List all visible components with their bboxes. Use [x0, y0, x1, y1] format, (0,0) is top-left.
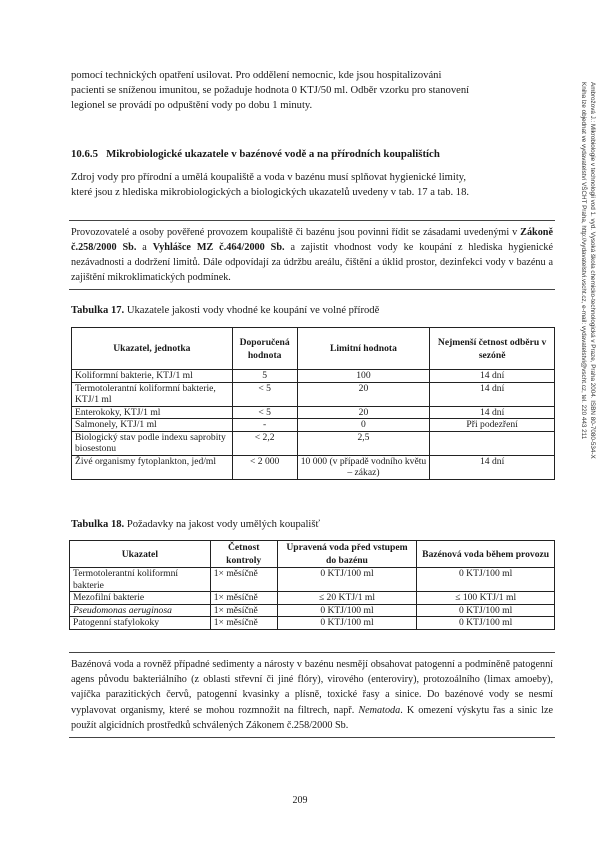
table-cell: Při podezření: [430, 419, 555, 432]
pool-text-b: . K omezení výskytu řas a sinic lze použít algicidních prostředků schválených Zákonem č.258/2000 Sb.: [71, 704, 553, 731]
table17-caption: [71, 305, 379, 316]
notice-text-b: a: [136, 242, 153, 253]
table18-header: Upravená voda před vstupem do bazénu: [277, 541, 417, 568]
table-row: [72, 406, 555, 419]
table-cell: 20: [297, 382, 430, 406]
table-cell: < 5: [232, 406, 297, 419]
intro-line-3: legionel se provádí po odpuštění vody po dobu 1 minuty.: [71, 100, 313, 111]
table-cell: 2,5: [297, 431, 430, 455]
sidebar-citation: [580, 82, 596, 642]
section-number: 10.6.5: [71, 148, 98, 160]
table17-title: Ukazatele jakosti vody vhodné ke koupání ve volné přírodě: [126, 305, 380, 316]
table-row: [72, 419, 555, 432]
table18-title: Požadavky na jakost vody umělých koupališť: [126, 519, 320, 530]
table-cell: Termotolerantní koliformní bakterie, KTJ/1 ml: [72, 382, 233, 406]
table-cell: < 2,2: [232, 431, 297, 455]
table-cell: 1× měsíčně: [210, 592, 277, 605]
table17-header-row: [72, 328, 555, 370]
pool-text-a: Bazénová voda a rovněž případné sedimenty a nárosty v bazénu nesmějí obsahovat patogenní a podmíněně patogenní agens původu bakteriálního (z oblasti střevní či jiné flóry), virového (enteroviry), protozoálního (limax amoeby), vajíčka parazitických červů, patogenní kvasinky a plísně, toxické řasy a sinice. Do bazénové vody se nesmí vyplavovat organismy, které se mohou rozmnožit na filtrech, např.: [71, 659, 553, 716]
table-cell: 10 000 (v případě vodního květu – zákaz): [297, 455, 430, 479]
law-reference-2: Vyhlášce MZ č.464/2000 Sb.: [152, 242, 285, 253]
table-cell: Pseudomonas aeruginosa: [70, 604, 211, 617]
section-heading: [71, 148, 440, 160]
table-cell: < 5: [232, 382, 297, 406]
table18-label: Tabulka 18.: [71, 519, 125, 530]
table-cell: 0 KTJ/100 ml: [417, 568, 555, 592]
table17-label: Tabulka 17.: [71, 305, 125, 316]
table-cell: 5: [232, 370, 297, 383]
table18-header: Ukazatel: [70, 541, 211, 568]
intro-line-1: pomocí technických opatření usilovat. Pro oddělení nemocnic, kde jsou hospitalizováni: [71, 70, 442, 81]
table-row: [72, 382, 555, 406]
table-cell: Enterokoky, KTJ/1 ml: [72, 406, 233, 419]
table-cell: 1× měsíčně: [210, 604, 277, 617]
table-cell: Patogenní stafylokoky: [70, 617, 211, 630]
table-cell: 0 KTJ/100 ml: [417, 617, 555, 630]
table-cell: Biologický stav podle indexu saprobity biosestonu: [72, 431, 233, 455]
table-cell: 14 dní: [430, 455, 555, 479]
table17: [71, 327, 555, 480]
table-cell: 0 KTJ/100 ml: [277, 568, 417, 592]
section-title: Mikrobiologické ukazatele v bazénové vodě a na přírodních koupalištích: [106, 148, 440, 160]
pool-water-notice-box: [69, 652, 555, 738]
table-cell: 0: [297, 419, 430, 432]
table-row: [70, 617, 555, 630]
table-cell: 0 KTJ/100 ml: [277, 617, 417, 630]
table-row: [70, 604, 555, 617]
table18-caption: [71, 519, 320, 530]
sidebar-line-1: Ambrožová J.: Mikrobiologie v technologii vod 1. vyd. Vysoká škola chemicko-technologická v Praze, Praha 2004. ISBN 80-7080-534-X: [589, 82, 596, 459]
table-cell: 14 dní: [430, 382, 555, 406]
table-cell: < 2 000: [232, 455, 297, 479]
table-cell: Mezofilní bakterie: [70, 592, 211, 605]
sidebar-line-2: Kniha lze objednat ve vydavatelství VŠCHT Praha, http://vydavatelstvi.vscht.cz, e-mail: vydavatelstvi@vscht.cz, tel. 220 443 211: [580, 82, 587, 440]
table17-header: Nejmenší četnost odběru v sezóně: [430, 328, 555, 370]
table-cell: 20: [297, 406, 430, 419]
table17-header: Doporučená hodnota: [232, 328, 297, 370]
table18-header: Bazénová voda během provozu: [417, 541, 555, 568]
table-cell: ≤ 100 KTJ/1 ml: [417, 592, 555, 605]
operator-notice-box: [69, 220, 555, 290]
table-cell: Salmonely, KTJ/1 ml: [72, 419, 233, 432]
table-row: [72, 455, 555, 479]
intro-line-2: pacienti se sníženou imunitou, se požaduje hodnota 0 KTJ/50 ml. Odběr vzorku pro stanovení: [71, 85, 470, 96]
table-cell: 0 KTJ/100 ml: [417, 604, 555, 617]
table17-header: Ukazatel, jednotka: [72, 328, 233, 370]
table-cell: [430, 431, 555, 455]
section-paragraph: [71, 170, 551, 200]
para-line-1: Zdroj vody pro přírodní a umělá koupaliště a voda v bazénu musí splňovat hygienické limity,: [71, 172, 467, 183]
table-cell: Živé organismy fytoplankton, jed/ml: [72, 455, 233, 479]
table18: [69, 540, 555, 630]
table-row: [72, 431, 555, 455]
table-cell: 100: [297, 370, 430, 383]
table-cell: 14 dní: [430, 370, 555, 383]
table-cell: 0 KTJ/100 ml: [277, 604, 417, 617]
table-cell: -: [232, 419, 297, 432]
table-cell: ≤ 20 KTJ/1 ml: [277, 592, 417, 605]
table-cell: 14 dní: [430, 406, 555, 419]
table-row: [70, 568, 555, 592]
page-number: 209: [292, 795, 308, 806]
law-reference-1: Zákoně č.258/2000 Sb.: [71, 227, 553, 253]
table18-header-row: [70, 541, 555, 568]
intro-paragraph: [71, 68, 551, 113]
para-line-2: které jsou z hlediska mikrobiologických a biologických ukazatelů uvedeny v tab. 17 a tab. 18.: [71, 187, 470, 198]
notice-text-c: a zajistit vhodnost vody ke koupání z hlediska hygienické nezávadnosti a dodržení limitů. Dále odpovídají za údržbu areálu, čištění a úklid prostor, dezinfekci vody v bazénu a zajištění mikroklimatických podmínek.: [71, 242, 553, 283]
table17-header: Limitní hodnota: [297, 328, 430, 370]
table-cell: Termotolerantní koliformní bakterie: [70, 568, 211, 592]
notice-text-a: Provozovatelé a osoby pověřené provozem koupaliště či bazénu jsou povinni řídit se zásadami uvedenými v: [71, 227, 521, 238]
table18-header: Četnost kontroly: [210, 541, 277, 568]
nematoda-term: Nematoda: [358, 704, 401, 716]
table-cell: 1× měsíčně: [210, 568, 277, 592]
table-cell: Koliformní bakterie, KTJ/1 ml: [72, 370, 233, 383]
table-cell: 1× měsíčně: [210, 617, 277, 630]
table-row: [72, 370, 555, 383]
table-row: [70, 592, 555, 605]
